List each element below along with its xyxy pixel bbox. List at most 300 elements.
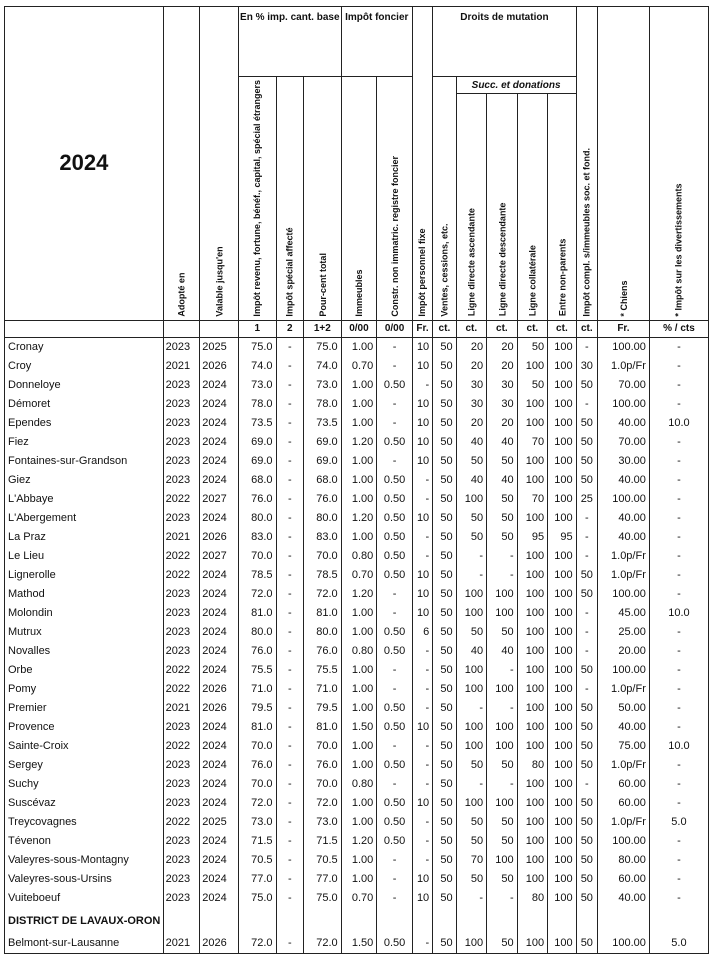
table-cell: 40.00 xyxy=(598,889,650,908)
table-cell: - xyxy=(649,870,708,889)
table-cell: 20.00 xyxy=(598,642,650,661)
table-cell: 73.5 xyxy=(238,414,276,433)
table-cell: 80 xyxy=(517,756,548,775)
table-cell: 50 xyxy=(576,851,597,870)
table-cell: 10 xyxy=(412,433,432,452)
table-cell: 80.00 xyxy=(598,851,650,870)
table-cell: 2027 xyxy=(200,547,239,566)
table-cell: 78.5 xyxy=(238,566,276,585)
table-cell: 50 xyxy=(433,566,456,585)
table-cell: 100 xyxy=(517,813,548,832)
table-cell: - xyxy=(576,395,597,414)
table-row xyxy=(5,832,709,851)
table-cell: 70 xyxy=(517,490,548,509)
table-cell: 50 xyxy=(576,737,597,756)
year-heading: 2024 xyxy=(5,7,164,321)
municipality-name: Fiez xyxy=(5,433,164,452)
table-cell: - xyxy=(649,851,708,870)
table-cell: 10 xyxy=(412,395,432,414)
table-cell: 2023 xyxy=(163,851,200,870)
table-cell: 100 xyxy=(548,851,577,870)
table-cell: 1.00 xyxy=(341,528,377,547)
table-cell: 100.00 xyxy=(598,585,650,604)
table-cell: 68.0 xyxy=(304,471,342,490)
table-cell: 75.00 xyxy=(598,737,650,756)
table-cell: 1.00 xyxy=(341,604,377,623)
table-cell: 1.00 xyxy=(341,395,377,414)
table-cell: 75.5 xyxy=(238,661,276,680)
table-cell: 2023 xyxy=(163,623,200,642)
table-cell: 25.00 xyxy=(598,623,650,642)
table-cell: 50 xyxy=(433,775,456,794)
table-cell: - xyxy=(377,680,413,699)
municipality-name: Treycovagnes xyxy=(5,813,164,832)
table-cell: 1.00 xyxy=(341,813,377,832)
table-cell: 0.50 xyxy=(377,623,413,642)
table-cell: - xyxy=(377,851,413,870)
table-cell: 40 xyxy=(487,433,518,452)
table-cell: 40 xyxy=(487,642,518,661)
table-row xyxy=(5,547,709,566)
table-cell: 100 xyxy=(456,585,487,604)
table-cell: 76.0 xyxy=(238,756,276,775)
table-cell: 100.00 xyxy=(598,832,650,851)
table-cell: - xyxy=(276,661,303,680)
table-cell: - xyxy=(649,585,708,604)
table-cell: 0.50 xyxy=(377,433,413,452)
table-cell: 50 xyxy=(487,623,518,642)
table-cell: 72.0 xyxy=(304,934,342,954)
municipality-name: La Praz xyxy=(5,528,164,547)
table-cell: 2026 xyxy=(200,357,239,376)
table-cell: 100 xyxy=(517,851,548,870)
table-cell: - xyxy=(276,889,303,908)
table-cell: 69.0 xyxy=(238,452,276,471)
table-cell: 72.0 xyxy=(238,794,276,813)
table-cell: 100 xyxy=(517,642,548,661)
table-cell: 100 xyxy=(456,737,487,756)
table-cell: 25 xyxy=(576,490,597,509)
table-row xyxy=(5,661,709,680)
table-cell: 100 xyxy=(517,832,548,851)
table-cell: 100 xyxy=(548,813,577,832)
table-cell: 50 xyxy=(576,376,597,395)
header-special-tax: Impôt spécial affecté xyxy=(276,77,303,321)
table-cell: 81.0 xyxy=(238,604,276,623)
table-cell: 100 xyxy=(517,395,548,414)
municipality-name: Ependes xyxy=(5,414,164,433)
table-row xyxy=(5,376,709,395)
table-cell: 50 xyxy=(433,851,456,870)
table-cell: 77.0 xyxy=(238,870,276,889)
table-cell: 50 xyxy=(433,934,456,954)
table-cell: 71.5 xyxy=(304,832,342,851)
table-row xyxy=(5,337,709,357)
table-cell: 100 xyxy=(517,680,548,699)
table-cell: - xyxy=(276,604,303,623)
municipality-name: Valeyres-sous-Montagny xyxy=(5,851,164,870)
table-cell: 50 xyxy=(433,585,456,604)
table-cell: 2021 xyxy=(163,699,200,718)
table-cell: 1.00 xyxy=(341,794,377,813)
table-cell: 50 xyxy=(433,756,456,775)
table-cell: 10 xyxy=(412,414,432,433)
table-cell: 0.80 xyxy=(341,642,377,661)
table-row xyxy=(5,452,709,471)
table-cell: 1.00 xyxy=(341,490,377,509)
table-cell: 78.5 xyxy=(304,566,342,585)
table-cell: 20 xyxy=(487,357,518,376)
municipality-name: Démoret xyxy=(5,395,164,414)
table-cell: 72.0 xyxy=(304,585,342,604)
table-cell: 1.50 xyxy=(341,934,377,954)
table-cell: - xyxy=(412,547,432,566)
table-cell: 71.0 xyxy=(304,680,342,699)
table-cell: 2023 xyxy=(163,604,200,623)
table-cell xyxy=(517,908,548,934)
table-cell: 74.0 xyxy=(238,357,276,376)
table-cell: - xyxy=(487,661,518,680)
table-cell: 50 xyxy=(433,661,456,680)
table-cell: 2024 xyxy=(200,509,239,528)
unit-cell: ct. xyxy=(548,320,577,337)
unit-cell: 1 xyxy=(238,320,276,337)
table-cell: 2024 xyxy=(200,661,239,680)
table-cell: 50 xyxy=(433,471,456,490)
table-cell: 0.50 xyxy=(377,528,413,547)
table-cell: 10 xyxy=(412,889,432,908)
unit-cell: Fr. xyxy=(598,320,650,337)
table-row xyxy=(5,756,709,775)
table-cell: 50 xyxy=(576,934,597,954)
table-cell: - xyxy=(412,471,432,490)
table-cell: 2023 xyxy=(163,585,200,604)
table-cell xyxy=(433,908,456,934)
table-cell: 5.0 xyxy=(649,813,708,832)
table-cell: 5.0 xyxy=(649,934,708,954)
table-cell: - xyxy=(276,528,303,547)
table-row xyxy=(5,490,709,509)
municipality-name: Valeyres-sous-Ursins xyxy=(5,870,164,889)
table-cell: 2026 xyxy=(200,528,239,547)
header-complementary-tax: Impôt compl. s/immeubles soc. et fond. xyxy=(576,7,597,321)
table-cell: 2023 xyxy=(163,718,200,737)
table-cell: 70 xyxy=(517,433,548,452)
table-cell xyxy=(487,908,518,934)
table-cell: 50 xyxy=(433,642,456,661)
unit-cell: 0/00 xyxy=(341,320,377,337)
table-cell: 10 xyxy=(412,452,432,471)
table-cell: - xyxy=(649,357,708,376)
table-cell: - xyxy=(276,699,303,718)
table-cell: 100 xyxy=(456,661,487,680)
table-cell: 2023 xyxy=(163,794,200,813)
table-cell: 100 xyxy=(548,395,577,414)
municipality-name: Croy xyxy=(5,357,164,376)
table-cell: 2024 xyxy=(200,756,239,775)
table-cell: - xyxy=(487,775,518,794)
table-cell: 100 xyxy=(487,737,518,756)
table-cell: 50 xyxy=(433,509,456,528)
table-cell: - xyxy=(412,661,432,680)
table-cell: 50 xyxy=(433,699,456,718)
table-cell: 95 xyxy=(517,528,548,547)
table-cell: - xyxy=(276,934,303,954)
table-row xyxy=(5,566,709,585)
table-cell: 1.20 xyxy=(341,509,377,528)
table-row xyxy=(5,528,709,547)
table-cell: 40.00 xyxy=(598,414,650,433)
table-cell: 100.00 xyxy=(598,934,650,954)
table-cell: 20 xyxy=(456,414,487,433)
table-cell: 100 xyxy=(487,718,518,737)
table-cell: 100 xyxy=(548,337,577,357)
table-cell: 40 xyxy=(456,471,487,490)
table-cell: 50 xyxy=(487,509,518,528)
table-cell: 2026 xyxy=(200,699,239,718)
municipality-name: Tévenon xyxy=(5,832,164,851)
table-cell: 100 xyxy=(517,604,548,623)
table-cell: 100 xyxy=(548,585,577,604)
table-cell: 75.0 xyxy=(238,337,276,357)
table-cell: 2027 xyxy=(200,490,239,509)
table-cell: - xyxy=(276,756,303,775)
unit-cell: 2 xyxy=(276,320,303,337)
table-cell: 1.20 xyxy=(341,433,377,452)
table-row xyxy=(5,604,709,623)
header-total-percent: Pour-cent total xyxy=(304,77,342,321)
table-row xyxy=(5,813,709,832)
table-row xyxy=(5,509,709,528)
table-cell: 73.0 xyxy=(238,813,276,832)
table-cell: 1.00 xyxy=(341,337,377,357)
table-cell: 100 xyxy=(456,934,487,954)
table-cell: 1.0p/Fr xyxy=(598,756,650,775)
table-cell: - xyxy=(276,490,303,509)
table-cell: 72.0 xyxy=(238,585,276,604)
table-cell: 83.0 xyxy=(304,528,342,547)
table-cell: 100 xyxy=(548,832,577,851)
table-cell: - xyxy=(412,775,432,794)
municipality-name: Orbe xyxy=(5,661,164,680)
table-cell: 100 xyxy=(487,794,518,813)
table-cell: 20 xyxy=(487,414,518,433)
table-cell: - xyxy=(649,452,708,471)
table-cell: 70.0 xyxy=(304,737,342,756)
unit-cell: ct. xyxy=(517,320,548,337)
table-cell: 1.50 xyxy=(341,718,377,737)
table-cell: 100 xyxy=(517,623,548,642)
table-cell xyxy=(548,908,577,934)
table-cell: 100.00 xyxy=(598,661,650,680)
table-row xyxy=(5,623,709,642)
table-cell: 10 xyxy=(412,566,432,585)
table-cell: 0.50 xyxy=(377,642,413,661)
table-cell: 77.0 xyxy=(304,870,342,889)
table-cell: - xyxy=(276,718,303,737)
group-header-land-tax: Impôt foncier xyxy=(341,7,412,77)
table-cell: 70.0 xyxy=(238,775,276,794)
table-cell: 2022 xyxy=(163,566,200,585)
table-cell: 76.0 xyxy=(238,490,276,509)
table-cell: - xyxy=(649,661,708,680)
table-cell: 100 xyxy=(517,775,548,794)
table-cell: 1.00 xyxy=(341,376,377,395)
municipality-name: Belmont-sur-Lausanne xyxy=(5,934,164,954)
municipality-name: Provence xyxy=(5,718,164,737)
table-cell: 100 xyxy=(548,680,577,699)
table-cell: 100 xyxy=(456,680,487,699)
table-cell: 81.0 xyxy=(304,718,342,737)
table-cell: 100 xyxy=(548,433,577,452)
table-cell: - xyxy=(412,737,432,756)
header-direct-descending: Ligne directe descendante xyxy=(487,94,518,320)
table-cell: 2024 xyxy=(200,642,239,661)
header-valid-until: Valable jusqu'en xyxy=(200,7,239,321)
table-cell: 30.00 xyxy=(598,452,650,471)
table-cell: 50 xyxy=(433,452,456,471)
municipality-name: Premier xyxy=(5,699,164,718)
table-cell xyxy=(377,908,413,934)
municipality-name: Pomy xyxy=(5,680,164,699)
municipality-name: Mathod xyxy=(5,585,164,604)
table-cell: 50 xyxy=(576,870,597,889)
table-cell: - xyxy=(649,623,708,642)
group-header-transfer-duties: Droits de mutation xyxy=(433,7,576,77)
table-cell: 2023 xyxy=(163,452,200,471)
table-cell: - xyxy=(576,337,597,357)
table-cell: 69.0 xyxy=(238,433,276,452)
table-cell: 2025 xyxy=(200,337,239,357)
table-cell: - xyxy=(412,699,432,718)
table-cell: - xyxy=(456,547,487,566)
table-cell: 2024 xyxy=(200,718,239,737)
table-cell: 50 xyxy=(487,756,518,775)
table-cell: 100 xyxy=(548,547,577,566)
table-cell: 60.00 xyxy=(598,794,650,813)
table-cell: 10.0 xyxy=(649,604,708,623)
table-cell: 50 xyxy=(576,832,597,851)
table-cell: 80.0 xyxy=(238,623,276,642)
table-cell: - xyxy=(412,851,432,870)
table-cell: 1.0p/Fr xyxy=(598,547,650,566)
table-cell: - xyxy=(276,870,303,889)
table-cell xyxy=(649,908,708,934)
table-cell: 50 xyxy=(576,756,597,775)
table-cell: - xyxy=(649,794,708,813)
table-cell: - xyxy=(487,699,518,718)
table-row xyxy=(5,395,709,414)
table-row xyxy=(5,737,709,756)
table-cell: - xyxy=(377,452,413,471)
table-cell: 0.50 xyxy=(377,718,413,737)
table-cell: 72.0 xyxy=(238,934,276,954)
table-cell: 50 xyxy=(433,547,456,566)
table-cell: 79.5 xyxy=(304,699,342,718)
table-cell: 73.0 xyxy=(304,376,342,395)
table-cell: - xyxy=(276,376,303,395)
table-cell: - xyxy=(456,775,487,794)
table-cell: 71.0 xyxy=(238,680,276,699)
header-direct-ascending: Ligne directe ascendante xyxy=(456,94,487,320)
unit-cell: 1+2 xyxy=(304,320,342,337)
table-cell: 2023 xyxy=(163,414,200,433)
table-cell: - xyxy=(412,813,432,832)
table-cell: 50 xyxy=(456,452,487,471)
header-income-tax: Impôt revenu, fortune, bénéf., capital, spécial étrangers xyxy=(238,77,276,321)
header-adopted: Adopté en xyxy=(163,7,200,321)
table-cell: 0.50 xyxy=(377,547,413,566)
table-cell: 50 xyxy=(433,357,456,376)
table-cell: - xyxy=(576,623,597,642)
table-cell: 0.50 xyxy=(377,813,413,832)
table-cell: 100 xyxy=(487,585,518,604)
table-cell: 50 xyxy=(576,889,597,908)
table-cell: 2023 xyxy=(163,509,200,528)
table-cell: 2024 xyxy=(200,604,239,623)
table-cell: 81.0 xyxy=(238,718,276,737)
table-cell: - xyxy=(276,452,303,471)
table-cell: 2023 xyxy=(163,433,200,452)
table-cell: 30 xyxy=(576,357,597,376)
table-cell: 100 xyxy=(456,490,487,509)
table-cell: 100.00 xyxy=(598,490,650,509)
table-cell: 50 xyxy=(433,490,456,509)
municipality-name: Novalles xyxy=(5,642,164,661)
table-cell: 0.70 xyxy=(341,566,377,585)
table-cell: 100 xyxy=(548,661,577,680)
table-cell: - xyxy=(377,585,413,604)
table-cell: 81.0 xyxy=(304,604,342,623)
table-cell: 50 xyxy=(433,433,456,452)
table-cell: - xyxy=(276,471,303,490)
table-cell: - xyxy=(276,680,303,699)
table-cell: 50 xyxy=(487,870,518,889)
table-cell: - xyxy=(649,376,708,395)
table-cell: 75.5 xyxy=(304,661,342,680)
table-cell: 10 xyxy=(412,870,432,889)
table-cell: 50 xyxy=(433,376,456,395)
table-row xyxy=(5,680,709,699)
table-cell: 1.00 xyxy=(341,414,377,433)
table-cell: 40 xyxy=(456,433,487,452)
table-cell: 0.50 xyxy=(377,566,413,585)
table-cell: 50 xyxy=(433,718,456,737)
table-cell: 40.00 xyxy=(598,718,650,737)
table-cell: 100 xyxy=(548,934,577,954)
table-cell: - xyxy=(377,737,413,756)
table-cell: 40 xyxy=(456,642,487,661)
table-cell: 2023 xyxy=(163,775,200,794)
table-cell: 71.5 xyxy=(238,832,276,851)
table-cell: - xyxy=(649,718,708,737)
table-cell: - xyxy=(276,585,303,604)
municipality-name: Lignerolle xyxy=(5,566,164,585)
table-cell: 70.00 xyxy=(598,433,650,452)
table-cell: 100 xyxy=(548,794,577,813)
table-cell: 100.00 xyxy=(598,395,650,414)
table-row xyxy=(5,794,709,813)
table-cell: 50 xyxy=(576,566,597,585)
table-cell: 50 xyxy=(456,528,487,547)
table-cell: - xyxy=(576,509,597,528)
tax-rate-table xyxy=(4,6,709,954)
table-cell: 2024 xyxy=(200,794,239,813)
district-heading-row xyxy=(5,908,709,934)
subheader-successions: Succ. et donations xyxy=(456,77,576,94)
table-cell: - xyxy=(576,528,597,547)
table-cell: 2024 xyxy=(200,832,239,851)
